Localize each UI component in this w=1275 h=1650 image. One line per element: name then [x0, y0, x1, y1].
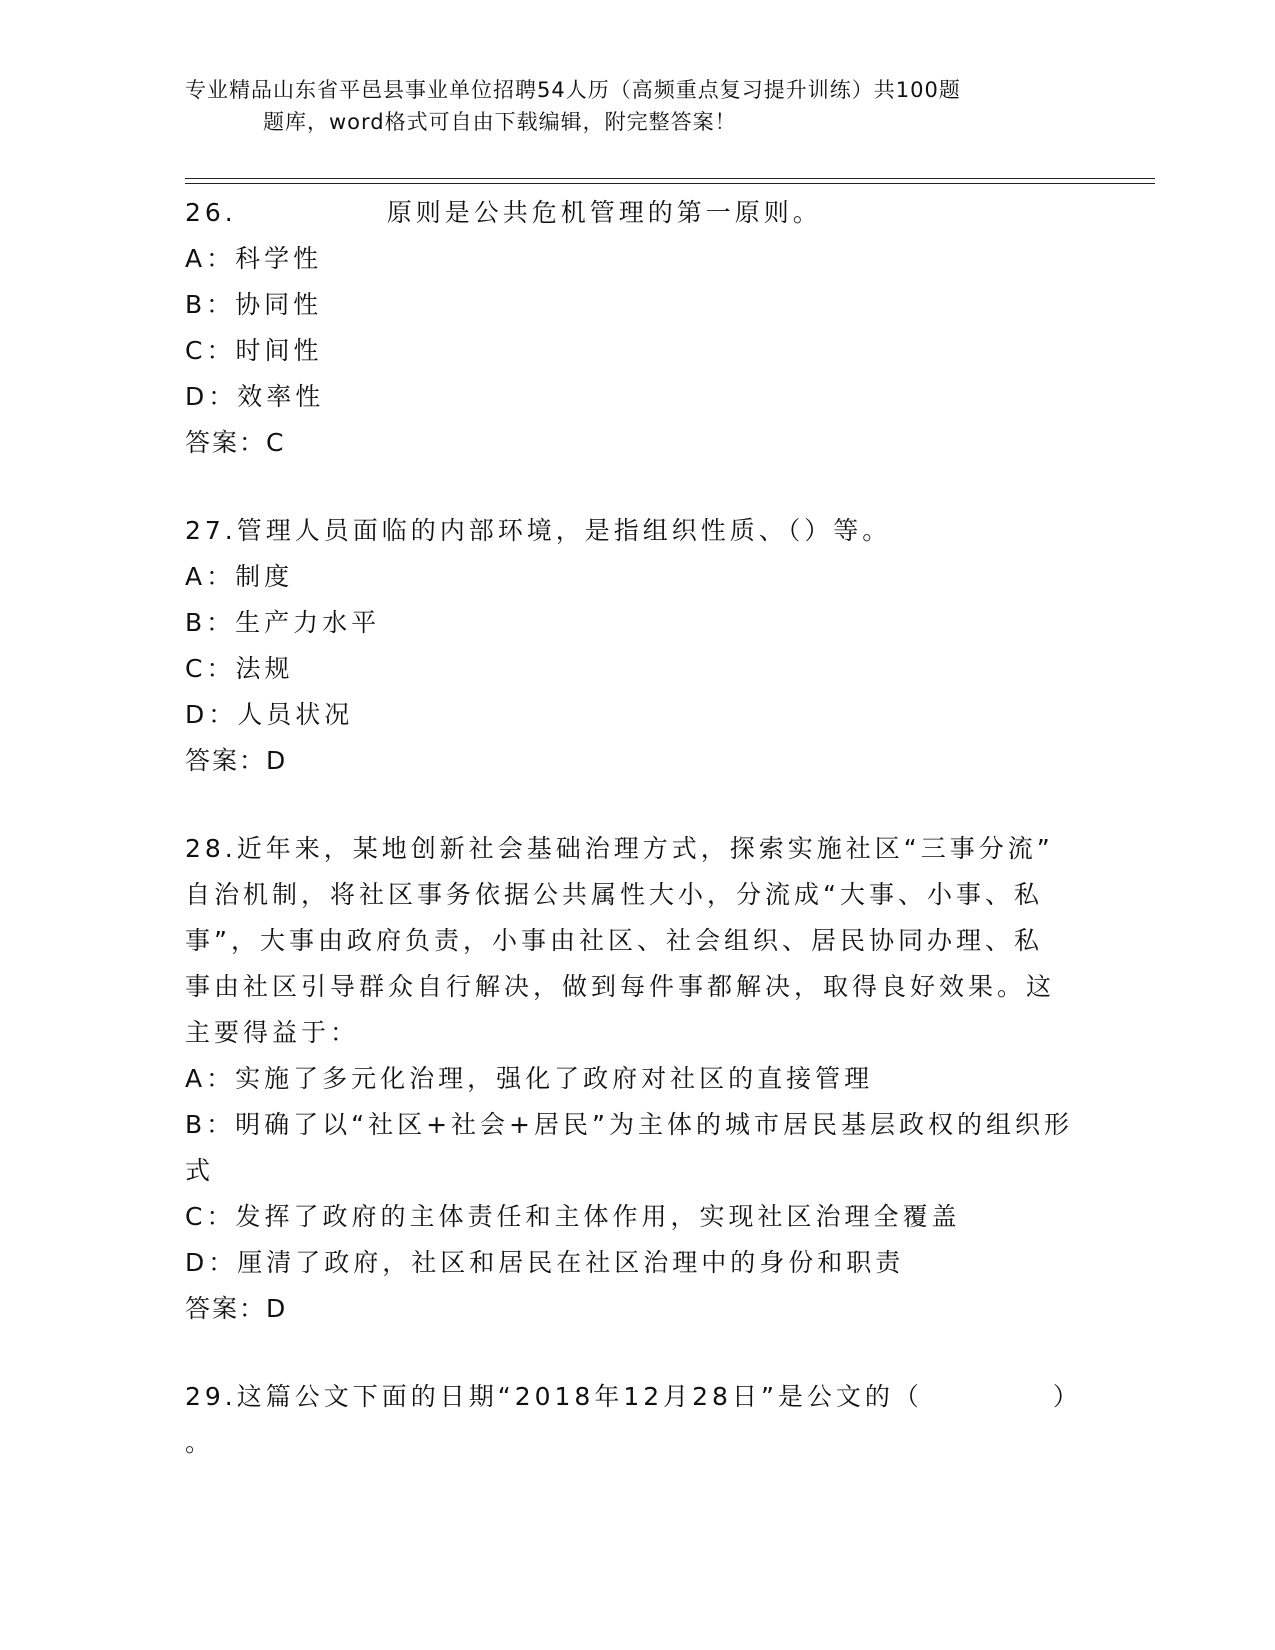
header-rule-top	[185, 178, 1155, 179]
question-stem-tail: 。	[185, 1428, 215, 1457]
header-title-line1: 专业精品山东省平邑县事业单位招聘54人历（高频重点复习提升训练）共100题	[185, 78, 961, 102]
question-stem: 管理人员面临的内部环境，是指组织性质、（）等。	[236, 516, 892, 545]
question-number: 29.	[185, 1382, 237, 1411]
question-stem-line: 近年来，某地创新社会基础治理方式，探索实施社区“三事分流”	[236, 834, 1054, 863]
option-d: D：效率性	[185, 382, 325, 411]
question-27	[185, 508, 1090, 784]
question-stem-close: ）	[1052, 1382, 1082, 1411]
document-header	[185, 74, 1085, 138]
question-list	[185, 190, 1090, 1508]
option-a: A：实施了多元化治理，强化了政府对社区的直接管理	[185, 1064, 874, 1093]
header-rule-bottom	[185, 183, 1155, 184]
answer: 答案：D	[185, 746, 288, 775]
header-title-line2: 题库，word格式可自由下载编辑，附完整答案！	[263, 110, 737, 134]
question-stem-line: 事”，大事由政府负责，小事由社区、社会组织、居民协同办理、私	[185, 926, 1043, 955]
question-stem: 原则是公共危机管理的第一原则。	[386, 198, 822, 227]
question-number: 27.	[185, 516, 237, 545]
option-c: C：法规	[185, 654, 294, 683]
option-b: B：生产力水平	[185, 608, 381, 637]
question-stem-line: 主要得益于：	[185, 1018, 360, 1047]
question-number: 26.	[185, 198, 237, 227]
option-b: B：明确了以“社区+社会+居民”为主体的城市居民基层政权的组织形	[185, 1110, 1073, 1139]
option-c: C：发挥了政府的主体责任和主体作用，实现社区治理全覆盖	[185, 1202, 961, 1231]
option-d: D：人员状况	[185, 700, 354, 729]
question-stem: 这篇公文下面的日期“2018年12月28日”是公文的（	[236, 1382, 923, 1411]
answer: 答案：D	[185, 1294, 288, 1323]
option-b: B：协同性	[185, 290, 323, 319]
option-a: A：制度	[185, 562, 294, 591]
question-29	[185, 1374, 1090, 1466]
question-stem-line: 自治机制，将社区事务依据公共属性大小，分流成“大事、小事、私	[185, 880, 1043, 909]
question-26	[185, 190, 1090, 466]
option-a: A：科学性	[185, 244, 323, 273]
question-28	[185, 826, 1090, 1332]
option-b-continued: 式	[185, 1156, 215, 1185]
question-stem-line: 事由社区引导群众自行解决，做到每件事都解决，取得良好效果。这	[185, 972, 1056, 1001]
option-c: C：时间性	[185, 336, 323, 365]
question-number: 28.	[185, 834, 237, 863]
option-d: D：厘清了政府，社区和居民在社区治理中的身份和职责	[185, 1248, 905, 1277]
answer: 答案：C	[185, 428, 286, 457]
